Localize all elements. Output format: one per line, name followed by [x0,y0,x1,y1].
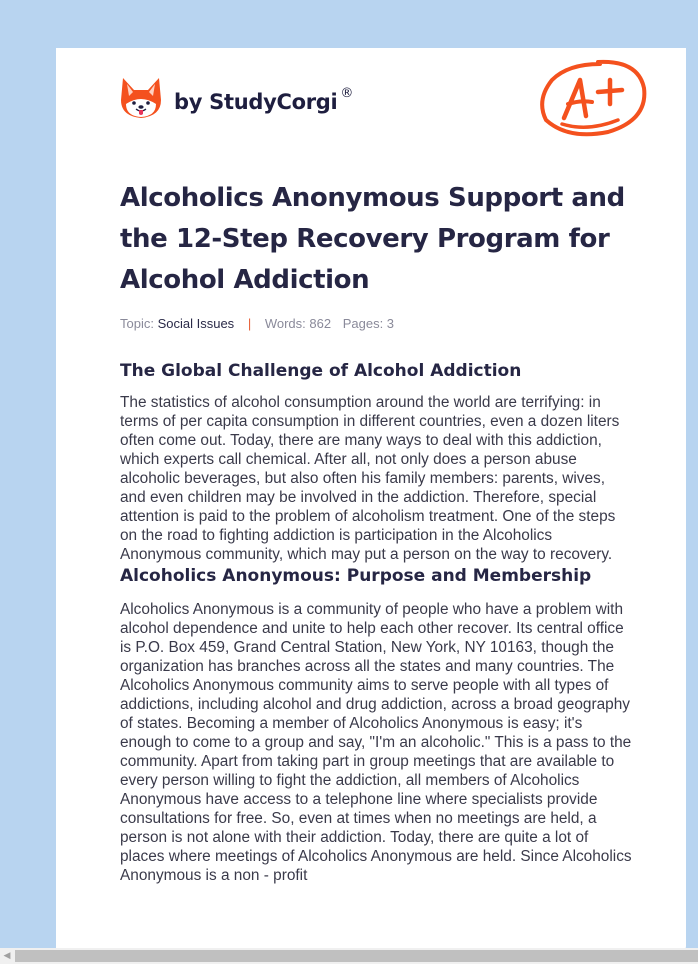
meta-separator: | [247,316,252,331]
section-paragraph: The statistics of alcohol consumption around the world are terrifying: in terms of per capita consumption in different countries, even a dozen liters often come out. Today, there are many ways to deal with this addiction, which experts call chemical. After all, not only does a person abuse alcoholic beverages, but also often his family members: parents, wives, and even children may be involved in the addiction. Therefore, special attention is paid to the problem of alcoholism treatment. One of the steps on the road to fighting addiction is participation in the Alcoholics Anonymous community, which may put a person on the way to recovery. [120,394,620,563]
scrollbar-thumb[interactable] [15,950,698,962]
corgi-icon [120,76,162,120]
registered-mark: ® [340,86,354,101]
section-heading: Alcoholics Anonymous: Purpose and Membership [120,566,592,586]
page-header [56,48,686,168]
logo-text: by StudyCorgi ® [174,86,354,114]
a-plus-grade-icon [538,58,650,140]
scroll-left-arrow-icon[interactable]: ◀ [3,951,11,961]
horizontal-scrollbar[interactable] [0,948,698,964]
word-count: Words: 862 [264,316,332,331]
document-meta [120,315,632,333]
page-title: Alcoholics Anonymous Support and the 12-Step Recovery Program for Alcohol Addiction [120,183,625,295]
section-paragraph: Alcoholics Anonymous is a community of people who have a problem with alcohol dependence and unite to help each other recover. Its central office is P.O. Box 459, Grand Central Station, New York, NY 10163, though the organization has branches across all the states and many countries. The Alcoholics Anonymous community aims to serve people with all types of addictions, including alcohol and drug addiction, across a broad geography of states. Becoming a member of Alcoholics Anonymous is easy; it's enough to come to a group and say, "I'm an alcoholic." This is a pass to the community. Apart from taking part in group meetings that are available to every person willing to fight the addiction, all members of Alcoholics Anonymous have access to a telephone line where specialists provide consultations for free. So, even at times when no meetings are held, a person is not alone with their addiction. Today, there are quite a lot of places where meetings of Alcoholics Anonymous are held. Since Alcoholics Anonymous is a non - profit [120,601,632,884]
page-count: Pages: 3 [342,316,395,331]
document-content [120,178,632,885]
document-page [56,48,686,952]
studycorgi-logo[interactable] [120,76,353,120]
section-heading: The Global Challenge of Alcohol Addiction [120,361,522,381]
topic-link[interactable]: Social Issues [157,316,235,331]
topic-label: Topic: [120,316,154,331]
